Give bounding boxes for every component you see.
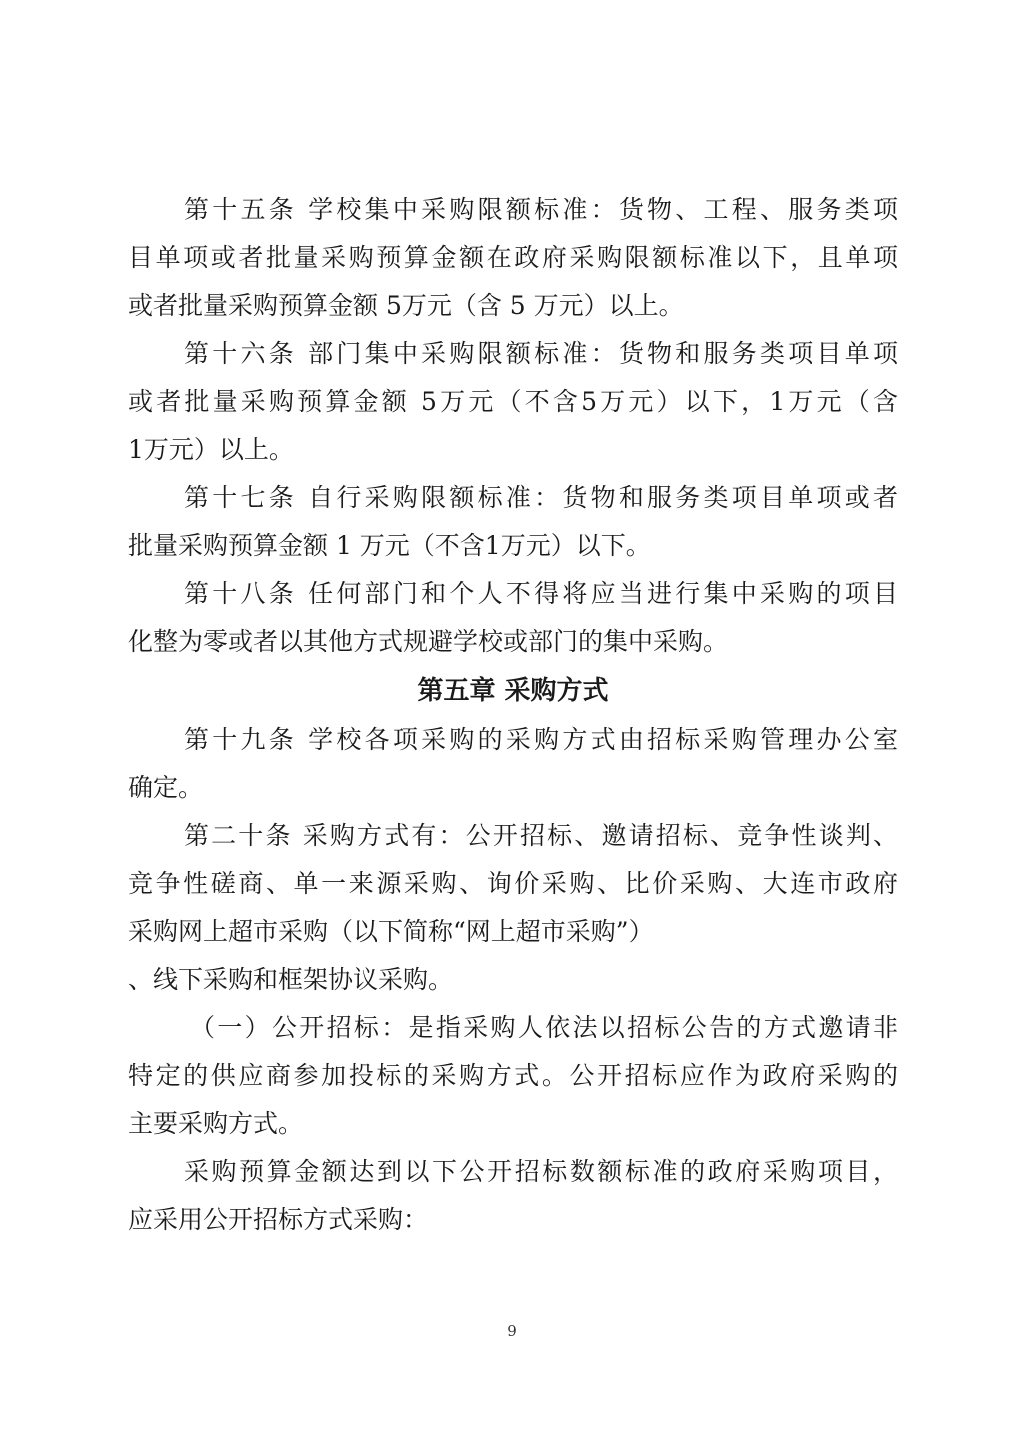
page-number: 9 — [507, 1322, 517, 1340]
paragraph-line: 第十七条 自行采购限额标准：货物和服务类项目单项或者 — [184, 483, 898, 512]
paragraph-line: 批量采购预算金额 1 万元（不含1万元）以下。 — [128, 531, 651, 560]
paragraph-line: 确定。 — [128, 773, 204, 802]
paragraph-line: 或者批量采购预算金额 5万元（含 5 万元）以上。 — [128, 291, 684, 320]
document-body — [128, 186, 898, 1244]
paragraph-line: 第十五条 学校集中采购限额标准：货物、工程、服务类项 — [184, 195, 898, 224]
chapter-heading: 第五章 采购方式 — [417, 676, 609, 706]
paragraph-line: 化整为零或者以其他方式规避学校或部门的集中采购。 — [128, 627, 729, 656]
paragraph-line: 目单项或者批量采购预算金额在政府采购限额标准以下，且单项 — [128, 243, 898, 272]
paragraph-line: 采购预算金额达到以下公开招标数额标准的政府采购项目， — [184, 1157, 898, 1186]
paragraph-line: 第十八条 任何部门和个人不得将应当进行集中采购的项目 — [184, 579, 898, 608]
paragraph-line: 第十九条 学校各项采购的采购方式由招标采购管理办公室 — [184, 725, 898, 754]
paragraph-line: 或者批量采购预算金额 5万元（不含5万元）以下，1万元（含 — [128, 387, 898, 416]
paragraph-line: 、线下采购和框架协议采购。 — [128, 965, 454, 994]
paragraph-line: 应采用公开招标方式采购： — [128, 1205, 429, 1234]
paragraph-line: 第十六条 部门集中采购限额标准：货物和服务类项目单项 — [184, 339, 898, 368]
paragraph-line: 主要采购方式。 — [128, 1109, 304, 1138]
paragraph-line: 1万元）以上。 — [128, 435, 294, 464]
paragraph-line: 特定的供应商参加投标的采购方式。公开招标应作为政府采购的 — [128, 1061, 898, 1090]
paragraph-line: （一）公开招标：是指采购人依法以招标公告的方式邀请非 — [190, 1013, 898, 1042]
paragraph-line: 采购网上超市采购（以下简称“网上超市采购”） — [128, 917, 654, 946]
paragraph-line: 竞争性磋商、单一来源采购、询价采购、比价采购、大连市政府 — [128, 869, 898, 898]
paragraph-line: 第二十条 采购方式有：公开招标、邀请招标、竞争性谈判、 — [184, 821, 898, 850]
